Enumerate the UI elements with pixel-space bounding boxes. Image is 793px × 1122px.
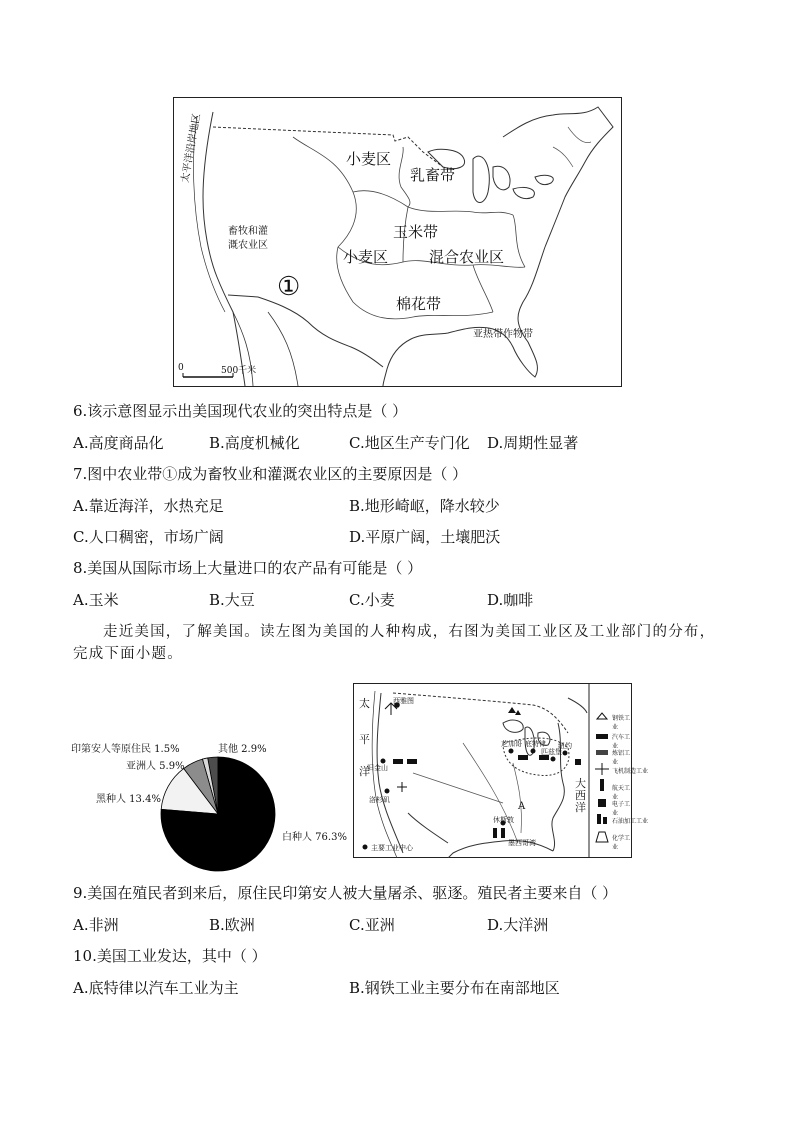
q7-option-a[interactable]: A.靠近海洋，水热充足 [73,497,224,515]
q8-option-d[interactable]: D.咖啡 [487,591,534,609]
q9-option-b[interactable]: B.欧洲 [209,916,255,934]
label-west-coast: 太平洋沿岸地区 [179,112,203,184]
legend-chemical: 化学工业 [612,835,631,851]
q8-option-c[interactable]: C.小麦 [349,591,395,609]
q7-option-d[interactable]: D.平原广阔，土壤肥沃 [349,528,501,546]
city-houston: 休斯敦 [493,816,514,824]
ocean-label-pacific-3: 洋 [359,765,370,778]
agriculture-map [173,97,622,387]
question-6-stem: 6.该示意图显示出美国现代农业的突出特点是（ ） [73,402,408,420]
label-mixed: 混合农业区 [429,248,505,266]
legend-main-center: 主要工业中心 [371,844,413,852]
ocean-label-pacific-2: 平 [359,733,370,746]
ocean-label-pacific-1: 太 [359,697,370,710]
city-newyork: 纽约 [558,742,572,750]
legend-aircraft: 飞机制造工业 [612,768,649,775]
city-chicago: 芝加哥 [501,740,522,748]
q8-option-a[interactable]: A.玉米 [73,591,119,609]
ocean-label-atlantic-1: 大 [575,777,586,790]
legend-aerospace: 航天工业 [612,785,631,801]
legend-auto: 汽车工业 [612,734,631,750]
question-9-stem: 9.美国在殖民者到来后，原住民印第安人被大量屠杀、驱逐。殖民者主要来自（ ） [73,884,618,902]
q9-option-d[interactable]: D.大洋洲 [487,916,549,934]
pie-label-native: 印第安人等原住民 1.5% [71,744,180,755]
q10-option-b[interactable]: B.钢铁工业主要分布在南部地区 [349,979,560,997]
legend-electronics: 电子工业 [612,801,631,817]
question-7-stem: 7.图中农业带①成为畜牧业和灌溉农业区的主要原因是（ ） [73,465,468,483]
label-gulf: 墨西哥湾 [508,839,536,847]
question-10-stem: 10.美国工业发达，其中（ ） [73,947,267,965]
q6-option-c[interactable]: C.地区生产专门化 [349,434,470,452]
pie-label-white: 白种人 76.3% [282,832,347,843]
label-wheat-south: 小麦区 [343,248,389,266]
legend-petroleum: 石油加工工业 [612,818,649,825]
industry-map [353,683,649,858]
q6-option-d[interactable]: D.周期性显著 [487,434,579,452]
label-corn: 玉米带 [393,223,439,241]
q9-option-c[interactable]: C.亚洲 [349,916,395,934]
pie-label-other: 其他 2.9% [218,744,267,755]
pie-label-asian: 亚洲人 5.9% [126,761,185,772]
label-marker-1: ① [277,272,301,302]
legend-steel: 钢铁工业 [612,715,631,731]
city-losangeles: 洛杉矶 [369,796,390,804]
q6-option-b[interactable]: B.高度机械化 [209,434,300,452]
q9-option-a[interactable]: A.非洲 [73,916,119,934]
label-livestock-1: 畜牧和灌 [228,226,268,237]
q7-option-c[interactable]: C.人口稠密，市场广阔 [73,528,224,546]
city-sanfrancisco: 旧金山 [367,764,388,772]
label-subtropical: 亚热带作物带 [473,329,533,340]
city-detroit: 底特律 [525,740,546,748]
label-point-a: A [518,801,526,812]
q6-option-a[interactable]: A.高度商品化 [73,434,164,452]
ocean-label-atlantic-2: 西 [575,789,586,802]
population-pie-chart [70,720,360,880]
city-seattle: 西雅图 [393,697,414,705]
intro-paragraph: 走近美国，了解美国。读左图为美国的人种构成，右图为美国工业区及工业部门的分布，完成下面小题。 [73,624,716,662]
scale-zero: 0 [178,363,184,373]
q8-option-b[interactable]: B.大豆 [209,591,255,609]
label-wheat-north: 小麦区 [346,150,392,168]
label-livestock-2: 溉农业区 [228,240,268,251]
ocean-label-atlantic-3: 洋 [575,801,586,814]
pie-label-black: 黑种人 13.4% [96,794,161,805]
label-cotton: 棉花带 [396,295,442,313]
legend-aluminum: 炼铝工业 [612,750,631,766]
q10-option-a[interactable]: A.底特律以汽车工业为主 [73,979,239,997]
label-dairy: 乳畜带 [410,166,456,184]
city-pittsburgh: 匹兹堡 [541,748,562,756]
scale-value: 500千米 [221,366,257,376]
q7-option-b[interactable]: B.地形崎岖，降水较少 [349,497,500,515]
question-8-stem: 8.美国从国际市场上大量进口的农产品有可能是（ ） [73,559,423,577]
